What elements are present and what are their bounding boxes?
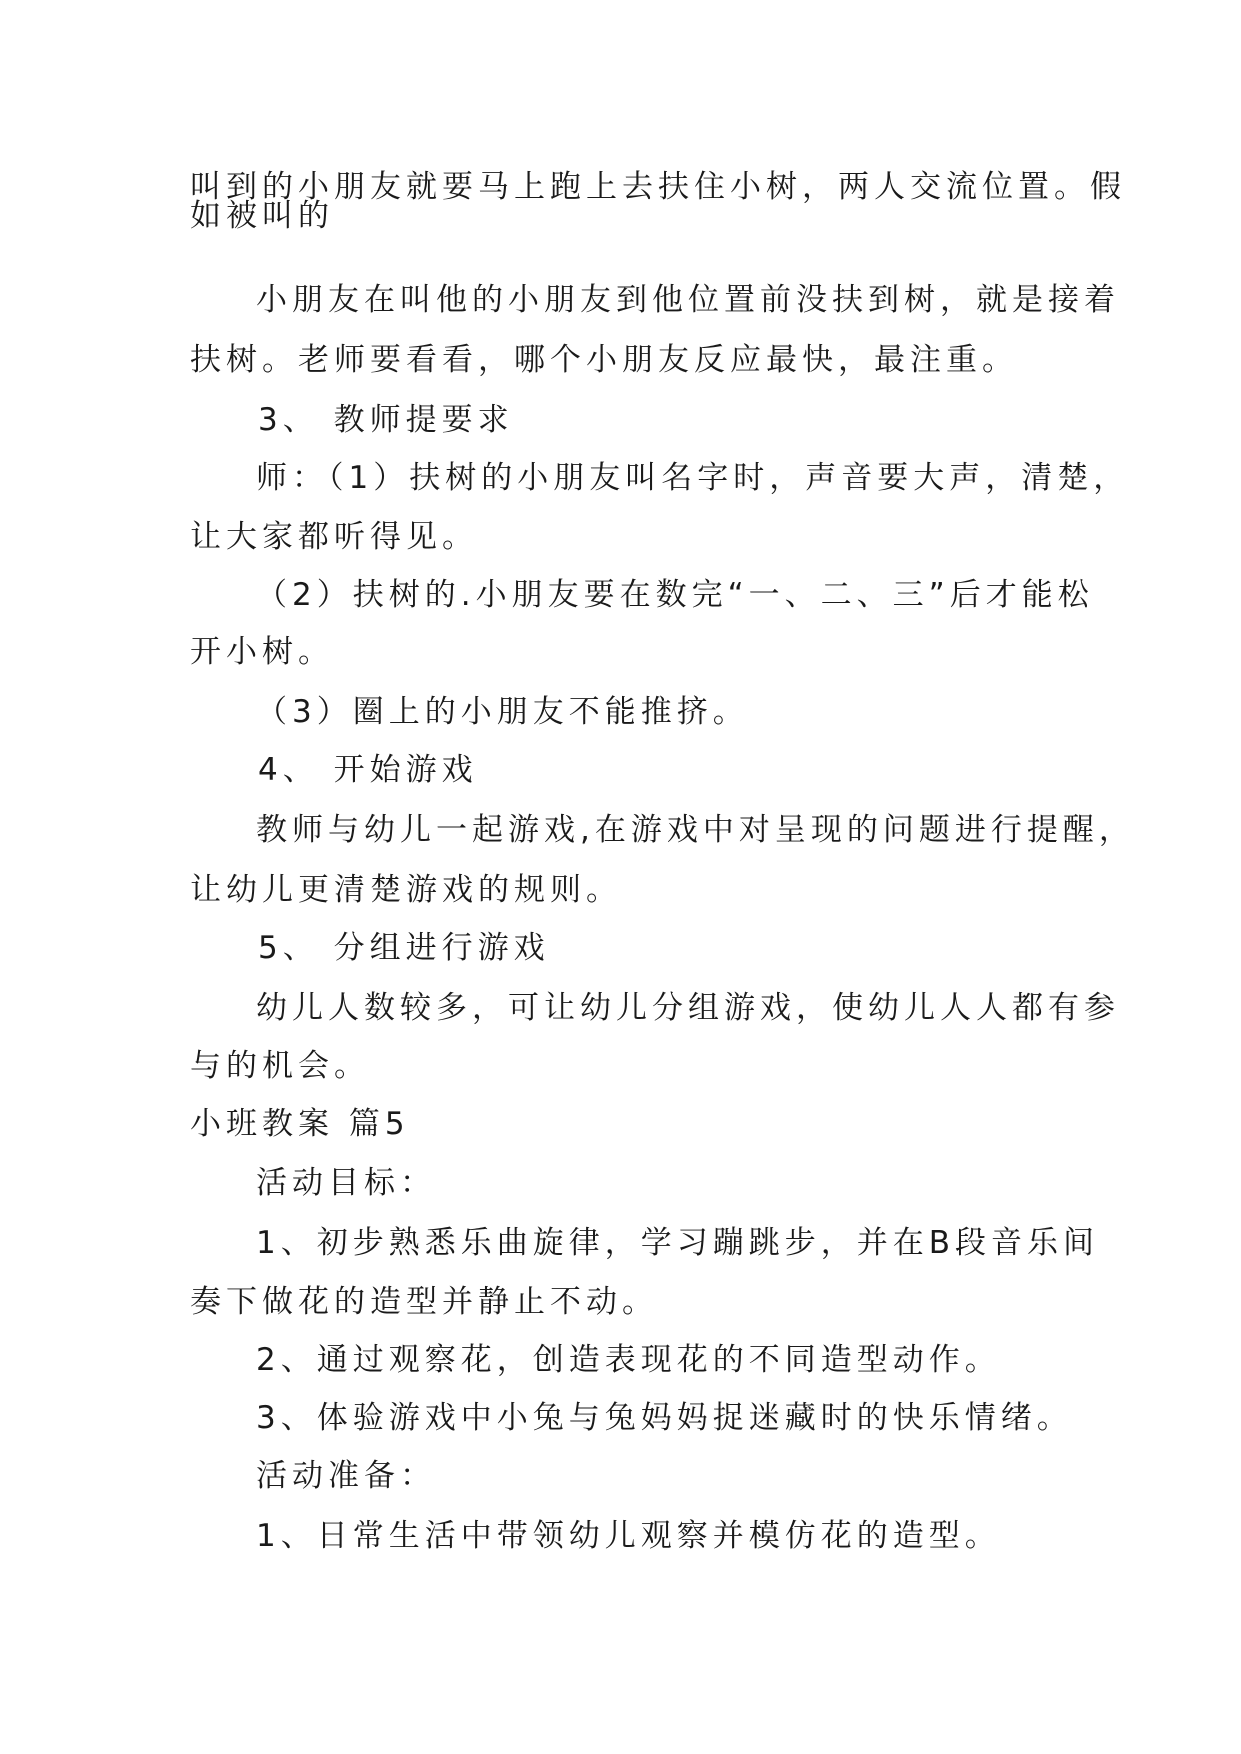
text-line: 小朋友在叫他的小朋友到他位置前没扶到树，就是接着 [256,282,1120,318]
text-line: 扶树。老师要看看，哪个小朋友反应最快，最注重。 [190,342,1018,378]
section-heading: 3、 教师提要求 [258,402,514,438]
text-line: 教师与幼儿一起游戏,在游戏中对呈现的问题进行提醒， [256,812,1135,848]
text-line: 开小树。 [190,634,334,670]
text-line: 奏下做花的造型并静止不动。 [190,1284,658,1320]
text-line: 活动目标： [256,1165,436,1201]
text-line: 2、通过观察花，创造表现花的不同造型动作。 [256,1342,1001,1378]
text-line: （3）圈上的小朋友不能推挤。 [256,694,749,730]
text-line: 师：（1）扶树的小朋友叫名字时，声音要大声，清楚， [256,460,1130,496]
chapter-title: 小班教案 篇5 [190,1106,410,1142]
text-line: 让幼儿更清楚游戏的规则。 [190,872,622,908]
section-heading: 5、 分组进行游戏 [258,930,550,966]
text-line: 与的机会。 [190,1048,370,1084]
text-line: 1、日常生活中带领幼儿观察并模仿花的造型。 [256,1518,1001,1554]
section-heading: 4、 开始游戏 [258,752,478,788]
text-line: 如被叫的 [190,198,334,234]
text-line: 1、初步熟悉乐曲旋律，学习蹦跳步，并在B段音乐间 [256,1225,1099,1261]
text-line: 让大家都听得见。 [190,519,478,555]
text-line: 幼儿人数较多，可让幼儿分组游戏，使幼儿人人都有参 [256,990,1120,1026]
text-line: 3、体验游戏中小兔与兔妈妈捉迷藏时的快乐情绪。 [256,1400,1073,1436]
text-line: （2）扶树的.小朋友要在数完“一、二、三”后才能松 [256,577,1094,613]
text-line: 叫到的小朋友就要马上跑上去扶住小树，两人交流位置。假 [190,169,1126,205]
text-line: 活动准备： [256,1458,436,1494]
